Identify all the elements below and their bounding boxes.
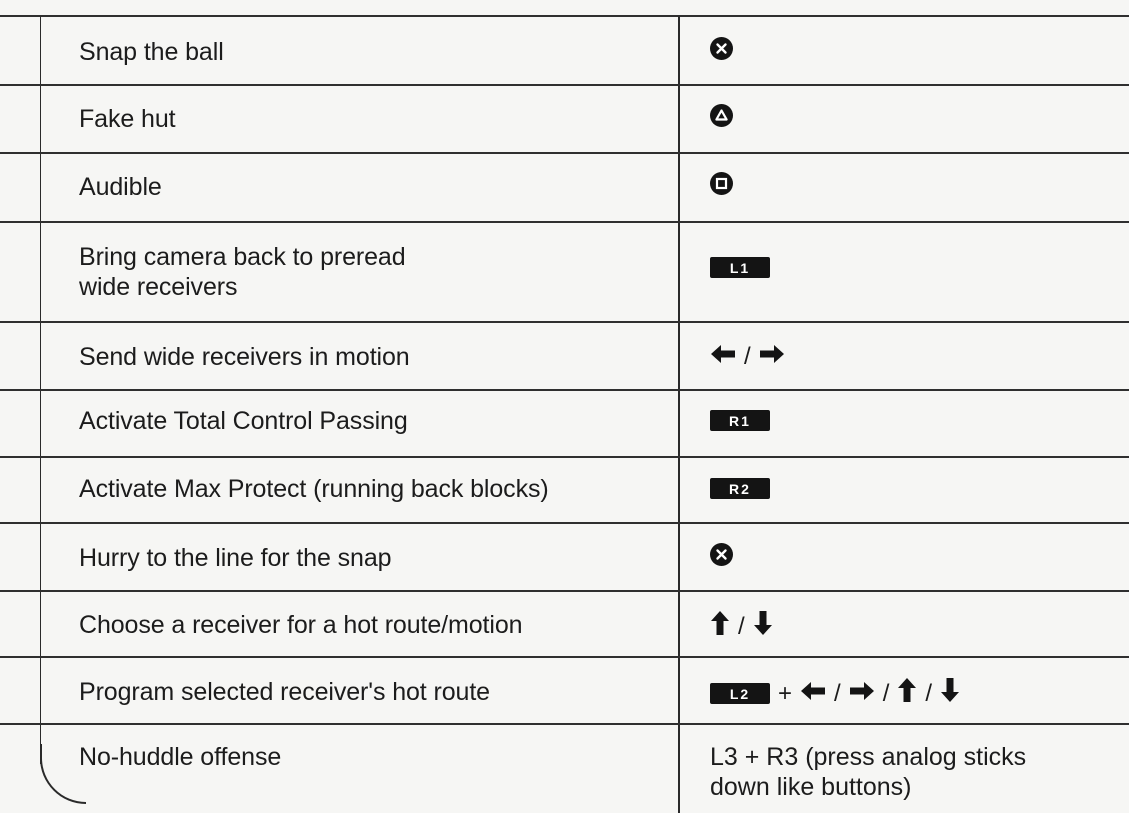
table-row <box>0 321 1129 389</box>
action-label: Program selected receiver's hot route <box>79 678 490 706</box>
action-label: Activate Max Protect (running back blocks) <box>79 475 549 503</box>
separator: / <box>744 343 751 370</box>
up-arrow-icon <box>710 610 730 643</box>
cross-button-icon <box>710 37 733 60</box>
table-row <box>0 389 1129 456</box>
control-cell <box>710 172 1120 195</box>
up-arrow-icon <box>897 677 917 710</box>
action-label-line: Bring camera back to preread <box>79 243 406 271</box>
action-label-line: wide receivers <box>79 273 238 301</box>
square-button-icon <box>710 172 733 195</box>
action-label: Audible <box>79 173 162 201</box>
cross-button-icon <box>710 543 733 566</box>
down-arrow-icon <box>940 677 960 710</box>
table-row <box>0 456 1129 522</box>
plus-sign: + <box>778 679 793 707</box>
separator: / <box>882 679 890 707</box>
control-cell <box>710 257 1120 278</box>
control-cell <box>710 342 1120 372</box>
action-label: Snap the ball <box>79 38 224 66</box>
control-cell <box>710 742 1120 802</box>
l1-button-icon: L1 <box>710 257 770 278</box>
table-row <box>0 656 1129 723</box>
right-arrow-icon <box>759 342 785 372</box>
action-label <box>79 242 669 302</box>
left-arrow-icon <box>710 342 736 372</box>
r1-button-icon: R1 <box>710 410 770 431</box>
triangle-button-icon <box>710 104 733 127</box>
action-label: No-huddle offense <box>79 743 282 771</box>
table-row <box>0 590 1129 656</box>
table-row <box>0 152 1129 221</box>
control-text-line: L3 + R3 (press analog sticks <box>710 743 1027 771</box>
control-cell <box>710 104 1120 127</box>
separator: / <box>925 679 933 707</box>
separator: / <box>738 612 745 640</box>
action-label: Choose a receiver for a hot route/motion <box>79 611 523 639</box>
left-arrow-icon <box>800 679 826 709</box>
control-cell <box>710 410 1120 431</box>
table-row <box>0 221 1129 321</box>
action-label: Fake hut <box>79 105 176 133</box>
action-label: Send wide receivers in motion <box>79 343 410 371</box>
l2-button-icon: L2 <box>710 683 770 704</box>
table-row <box>0 522 1129 590</box>
control-cell <box>710 543 1120 566</box>
control-cell <box>710 478 1120 499</box>
down-arrow-icon <box>753 610 773 643</box>
r2-button-icon: R2 <box>710 478 770 499</box>
action-label: Hurry to the line for the snap <box>79 544 392 572</box>
control-cell <box>710 610 1120 643</box>
right-arrow-icon <box>849 679 875 709</box>
control-cell <box>710 37 1120 60</box>
action-label: Activate Total Control Passing <box>79 407 408 435</box>
control-cell <box>710 677 1120 710</box>
table-row <box>0 723 1129 813</box>
separator: / <box>834 679 841 707</box>
control-text-line: down like buttons) <box>710 773 912 801</box>
table-row <box>0 15 1129 84</box>
table-row <box>0 84 1129 152</box>
